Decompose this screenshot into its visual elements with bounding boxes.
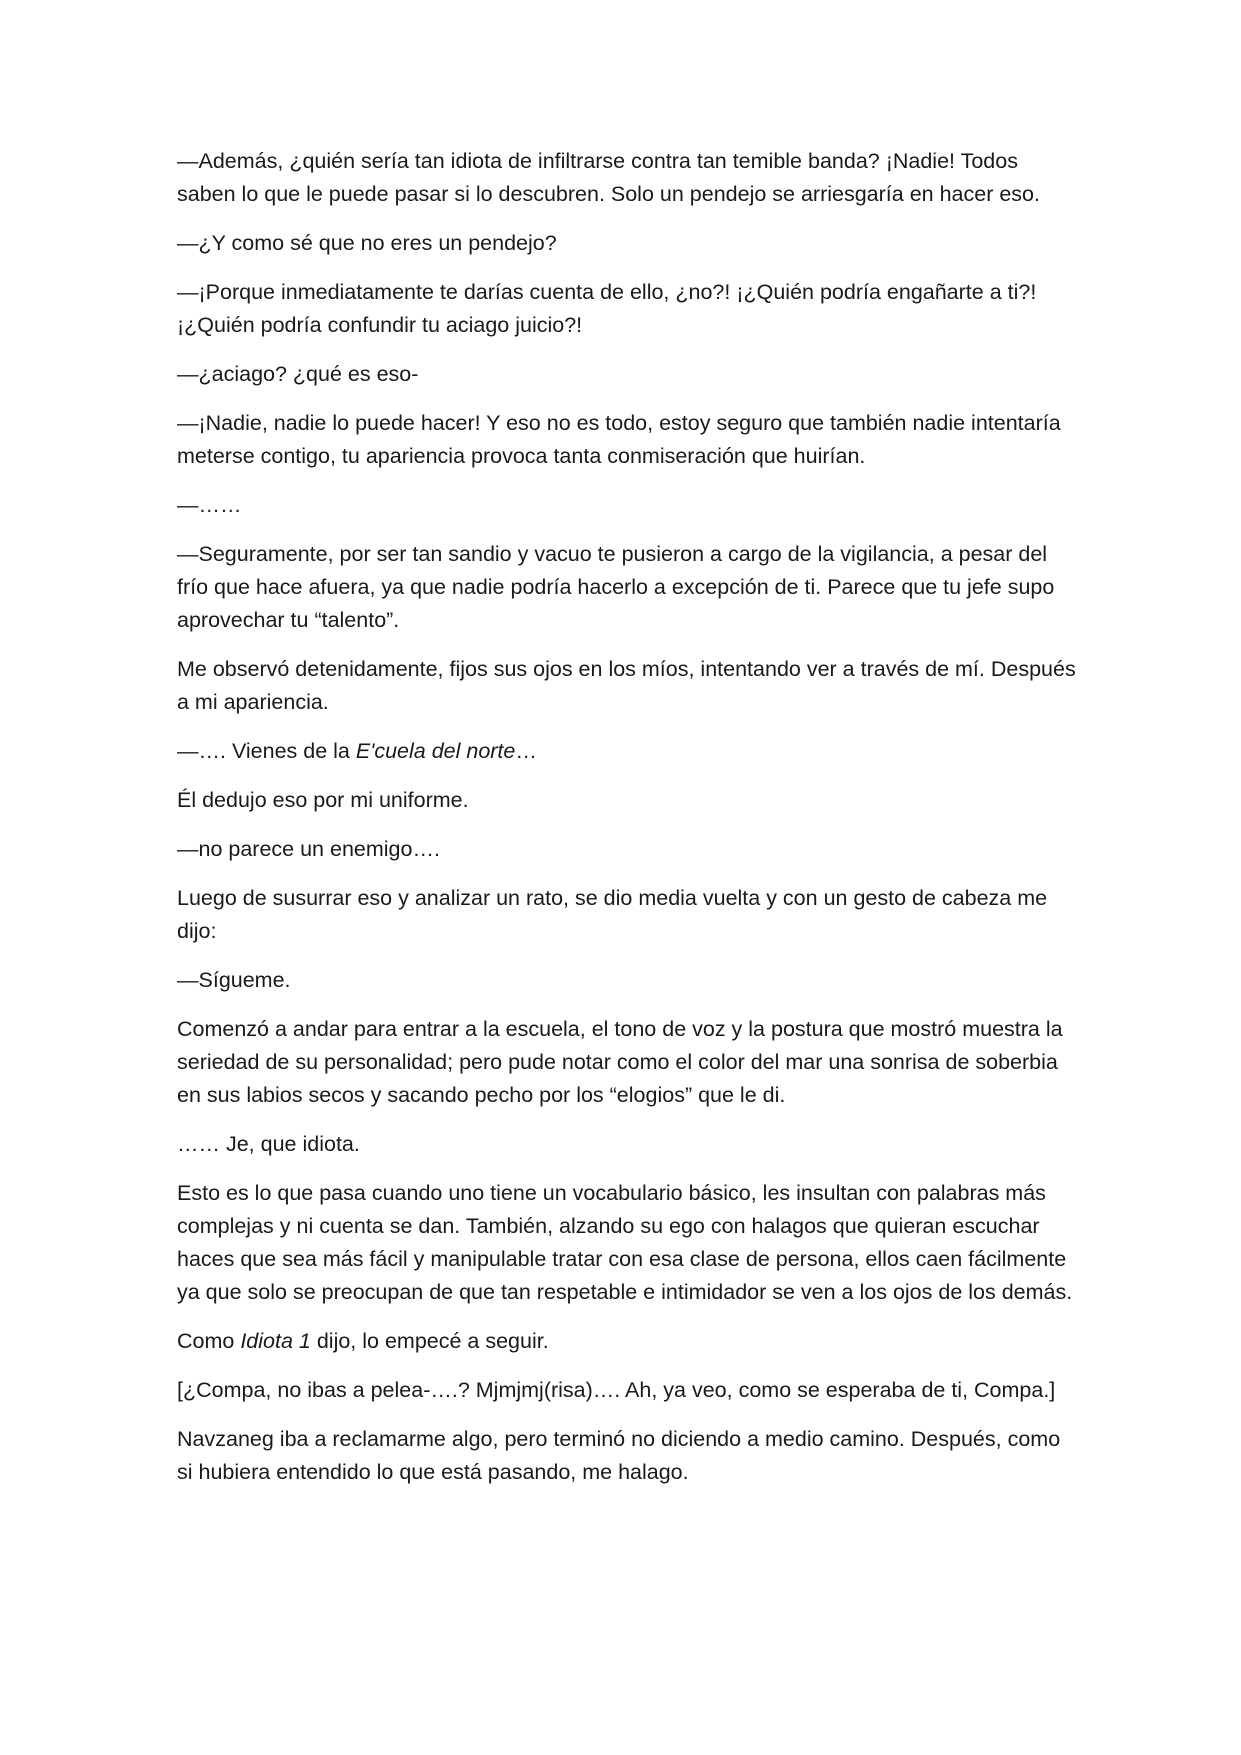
paragraph <box>177 1423 1077 1489</box>
paragraph <box>177 1128 1077 1161</box>
paragraph <box>177 1177 1077 1309</box>
paragraph <box>177 489 1077 522</box>
text-run: [¿Compa, no ibas a pelea-….? Mjmjmj(risa)…. Ah, ya veo, como se esperaba de ti, Compa.] <box>177 1378 1056 1402</box>
paragraph <box>177 833 1077 866</box>
italic-text: E'cuela del norte <box>355 739 516 763</box>
italic-text: Idiota 1 <box>240 1329 311 1353</box>
paragraph <box>177 1325 1077 1358</box>
text-run: Me observó detenidamente, fijos sus ojos en los míos, intentando ver a través de mí. Después a mi apariencia. <box>177 657 1076 714</box>
paragraph <box>177 653 1077 719</box>
text-run: —Sígueme. <box>177 968 291 992</box>
text-run: Él dedujo eso por mi uniforme. <box>177 788 469 812</box>
paragraph <box>177 1013 1077 1112</box>
text-run: Luego de susurrar eso y analizar un rato, se dio media vuelta y con un gesto de cabeza me dijo: <box>177 886 1048 943</box>
text-run: —¡Nadie, nadie lo puede hacer! Y eso no es todo, estoy seguro que también nadie intentaría meterse contigo, tu apariencia provoca tanta conmiseración que huirían. <box>177 411 1061 468</box>
paragraph <box>177 964 1077 997</box>
text-run: —Seguramente, por ser tan sandio y vacuo te pusieron a cargo de la vigilancia, a pesar del frío que hace afuera, ya que nadie podría hacerlo a excepción de ti. Parece que tu jefe supo aprovechar tu “talento”. <box>177 542 1055 632</box>
paragraph <box>177 407 1077 473</box>
paragraph <box>177 735 1077 768</box>
text-run: —¿aciago? ¿qué es eso- <box>177 362 419 386</box>
text-run: —…… <box>177 493 242 517</box>
paragraph <box>177 145 1077 211</box>
text-run: dijo, lo empecé a seguir. <box>310 1329 549 1353</box>
paragraph <box>177 538 1077 637</box>
paragraph <box>177 784 1077 817</box>
text-run: —¡Porque inmediatamente te darías cuenta de ello, ¿no?! ¡¿Quién podría engañarte a ti?! ¡¿Quién podría confundir tu aciago juicio?! <box>177 280 1037 337</box>
paragraph <box>177 358 1077 391</box>
text-run: —no parece un enemigo…. <box>177 837 440 861</box>
text-run: —…. Vienes de la <box>177 739 356 763</box>
text-run: Esto es lo que pasa cuando uno tiene un vocabulario básico, les insultan con palabras más complejas y ni cuenta se dan. También, alzando su ego con halagos que quieran escuchar haces que sea más fácil y manipulable tratar con esa clase de persona, ellos caen fácilmente ya que solo se preocupan de que tan respetable e intimidador se ven a los ojos de los demás. <box>177 1181 1073 1304</box>
paragraph <box>177 1374 1077 1407</box>
paragraph <box>177 276 1077 342</box>
text-run: Comenzó a andar para entrar a la escuela, el tono de voz y la postura que mostró muestra la seriedad de su personalidad; pero pude notar como el color del mar una sonrisa de soberbia en sus labios secos y sacando pecho por los “elogios” que le di. <box>177 1017 1063 1107</box>
text-run: —¿Y como sé que no eres un pendejo? <box>177 231 557 255</box>
document-body <box>177 145 1077 1505</box>
paragraph <box>177 227 1077 260</box>
text-run: —Además, ¿quién sería tan idiota de infiltrarse contra tan temible banda? ¡Nadie! Todos saben lo que le puede pasar si lo descubren. Solo un pendejo se arriesgaría en hacer eso. <box>177 149 1040 206</box>
text-run: … <box>515 739 537 763</box>
text-run: Navzaneg iba a reclamarme algo, pero terminó no diciendo a medio camino. Después, como si hubiera entendido lo que está pasando, me halago. <box>177 1427 1061 1484</box>
text-run: Como <box>177 1329 241 1353</box>
text-run: …… Je, que idiota. <box>177 1132 360 1156</box>
paragraph <box>177 882 1077 948</box>
